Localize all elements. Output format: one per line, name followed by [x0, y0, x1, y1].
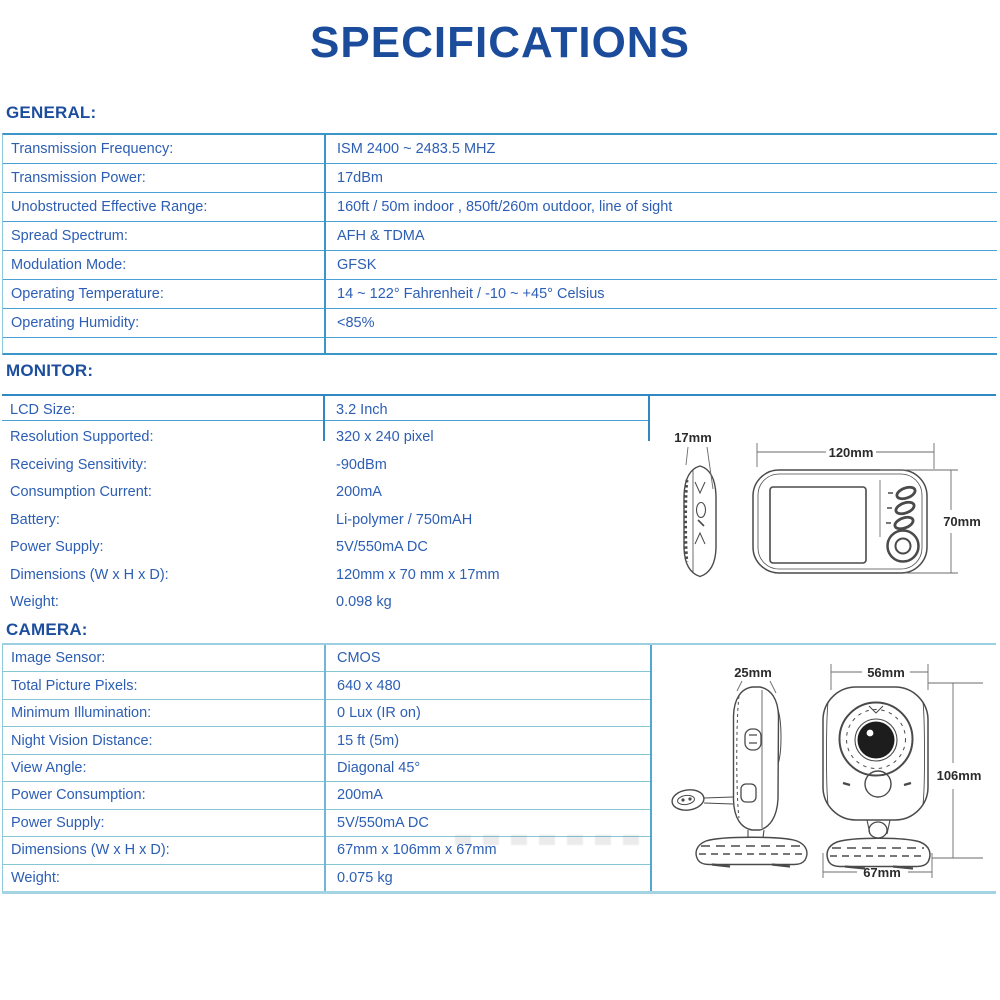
camera-lens: [840, 703, 913, 776]
spec-value: 3.2 Inch: [336, 401, 388, 418]
spec-value: -90dBm: [336, 456, 387, 473]
camera-antenna: [671, 788, 733, 812]
spec-label: Weight:: [10, 594, 59, 611]
spec-label: Night Vision Distance:: [11, 732, 153, 749]
spec-label: Image Sensor:: [11, 650, 106, 667]
camera-front-base: [827, 838, 930, 868]
spec-label: View Angle:: [11, 759, 87, 776]
monitor-height-dimension-label: 70mm: [943, 514, 981, 529]
monitor-screen: [770, 487, 866, 563]
table-row: [2, 451, 762, 479]
spec-label: Resolution Supported:: [10, 429, 154, 446]
table-row: [3, 135, 997, 164]
spec-label: Consumption Current:: [10, 484, 152, 501]
spec-label: Spread Spectrum:: [11, 228, 128, 244]
spec-value: CMOS: [337, 650, 381, 667]
spec-value: 640 x 480: [337, 677, 401, 694]
monitor-round-button: [888, 531, 919, 562]
spec-value: 0.075 kg: [337, 869, 393, 886]
table-row: [3, 164, 997, 193]
spec-value: Diagonal 45°: [337, 759, 421, 776]
spec-value: 17dBm: [337, 170, 383, 186]
spec-value: 5V/550mA DC: [336, 539, 428, 556]
camera-front-view: [823, 687, 930, 869]
spec-label: Transmission Power:: [11, 170, 146, 186]
table-row: [3, 810, 650, 837]
spec-label: Modulation Mode:: [11, 257, 127, 273]
spec-label: Minimum Illumination:: [11, 705, 152, 722]
monitor-side-view: [684, 466, 716, 577]
table-row: [2, 506, 762, 534]
table-row: [2, 561, 762, 589]
table-row: [2, 424, 762, 452]
spec-label: LCD Size:: [10, 401, 76, 418]
spec-value: 200mA: [336, 484, 382, 501]
table-row: [2, 396, 762, 424]
spec-value: GFSK: [337, 257, 377, 273]
table-row: [3, 672, 650, 699]
spec-label: Total Picture Pixels:: [11, 677, 138, 694]
monitor-depth-dimension-label: 17mm: [674, 430, 712, 445]
monitor-table: [2, 396, 762, 616]
table-row: [2, 534, 762, 562]
spec-value: 67mm x 106mm x 67mm: [337, 842, 497, 859]
page-title: SPECIFICATIONS: [310, 18, 690, 67]
table-row: [3, 645, 650, 672]
spec-value: AFH & TDMA: [337, 228, 425, 244]
table-row: [3, 280, 997, 309]
spec-value: Li-polymer / 750mAH: [336, 511, 473, 528]
spec-value: 320 x 240 pixel: [336, 429, 434, 446]
spec-value: 120mm x 70 mm x 17mm: [336, 566, 500, 583]
camera-table: [2, 645, 652, 891]
camera-depth-dimension-label: 25mm: [734, 665, 772, 680]
spec-label: Power Supply:: [11, 814, 105, 831]
section-heading-monitor: MONITOR:: [6, 361, 94, 380]
table-row: [3, 727, 650, 754]
spec-value: 200mA: [337, 787, 383, 804]
spec-value: 160ft / 50m indoor , 850ft/260m outdoor, line of sight: [337, 199, 673, 215]
table-row: [2, 589, 762, 617]
monitor-front-view: [753, 470, 927, 573]
table-row: [3, 700, 650, 727]
spec-label: Dimensions (W x H x D):: [11, 842, 170, 859]
camera-width-dimension-label: 56mm: [867, 665, 905, 680]
camera-height-dimension-label: 106mm: [936, 768, 982, 783]
spec-label: Weight:: [11, 869, 60, 886]
spec-value: ISM 2400 ~ 2483.5 MHZ: [337, 141, 496, 157]
general-table: [2, 133, 997, 355]
section-heading-camera: CAMERA:: [6, 620, 88, 639]
camera-side-view: [671, 687, 807, 867]
spec-value: 0.098 kg: [336, 594, 392, 611]
table-row: [3, 193, 997, 222]
spec-value: <85%: [337, 315, 375, 331]
spec-value: 5V/550mA DC: [337, 814, 429, 831]
monitor-depth-dimension: [686, 447, 713, 489]
spec-label: Receiving Sensitivity:: [10, 456, 147, 473]
watermark-smudge: [455, 835, 650, 845]
monitor-speaker-slots: [893, 485, 916, 531]
camera-base-width-dimension-label: 67mm: [863, 865, 901, 880]
camera-side-base: [696, 837, 807, 866]
spec-label: Operating Humidity:: [11, 315, 140, 331]
spec-value: 15 ft (5m): [337, 732, 400, 749]
table-row: [3, 222, 997, 251]
table-row: [3, 865, 650, 891]
spec-value: 14 ~ 122° Fahrenheit / -10 ~ +45° Celsius: [337, 286, 605, 302]
spec-label: Unobstructed Effective Range:: [11, 199, 208, 215]
spec-label: Transmission Frequency:: [11, 141, 174, 157]
spec-label: Power Supply:: [10, 539, 104, 556]
section-heading-general: GENERAL:: [6, 103, 97, 122]
table-row: [3, 755, 650, 782]
spec-value: 0 Lux (IR on): [337, 705, 421, 722]
table-row: [2, 479, 762, 507]
spec-label: Power Consumption:: [11, 787, 146, 804]
monitor-width-dimension-label: 120mm: [828, 445, 874, 460]
camera-diagram: [650, 650, 998, 892]
table-row: [3, 309, 997, 338]
spec-label: Battery:: [10, 511, 60, 528]
table-row: [3, 782, 650, 809]
table-row: [3, 251, 997, 280]
monitor-diagram: [650, 424, 995, 620]
spec-label: Operating Temperature:: [11, 286, 164, 302]
spec-label: Dimensions (W x H x D):: [10, 566, 169, 583]
